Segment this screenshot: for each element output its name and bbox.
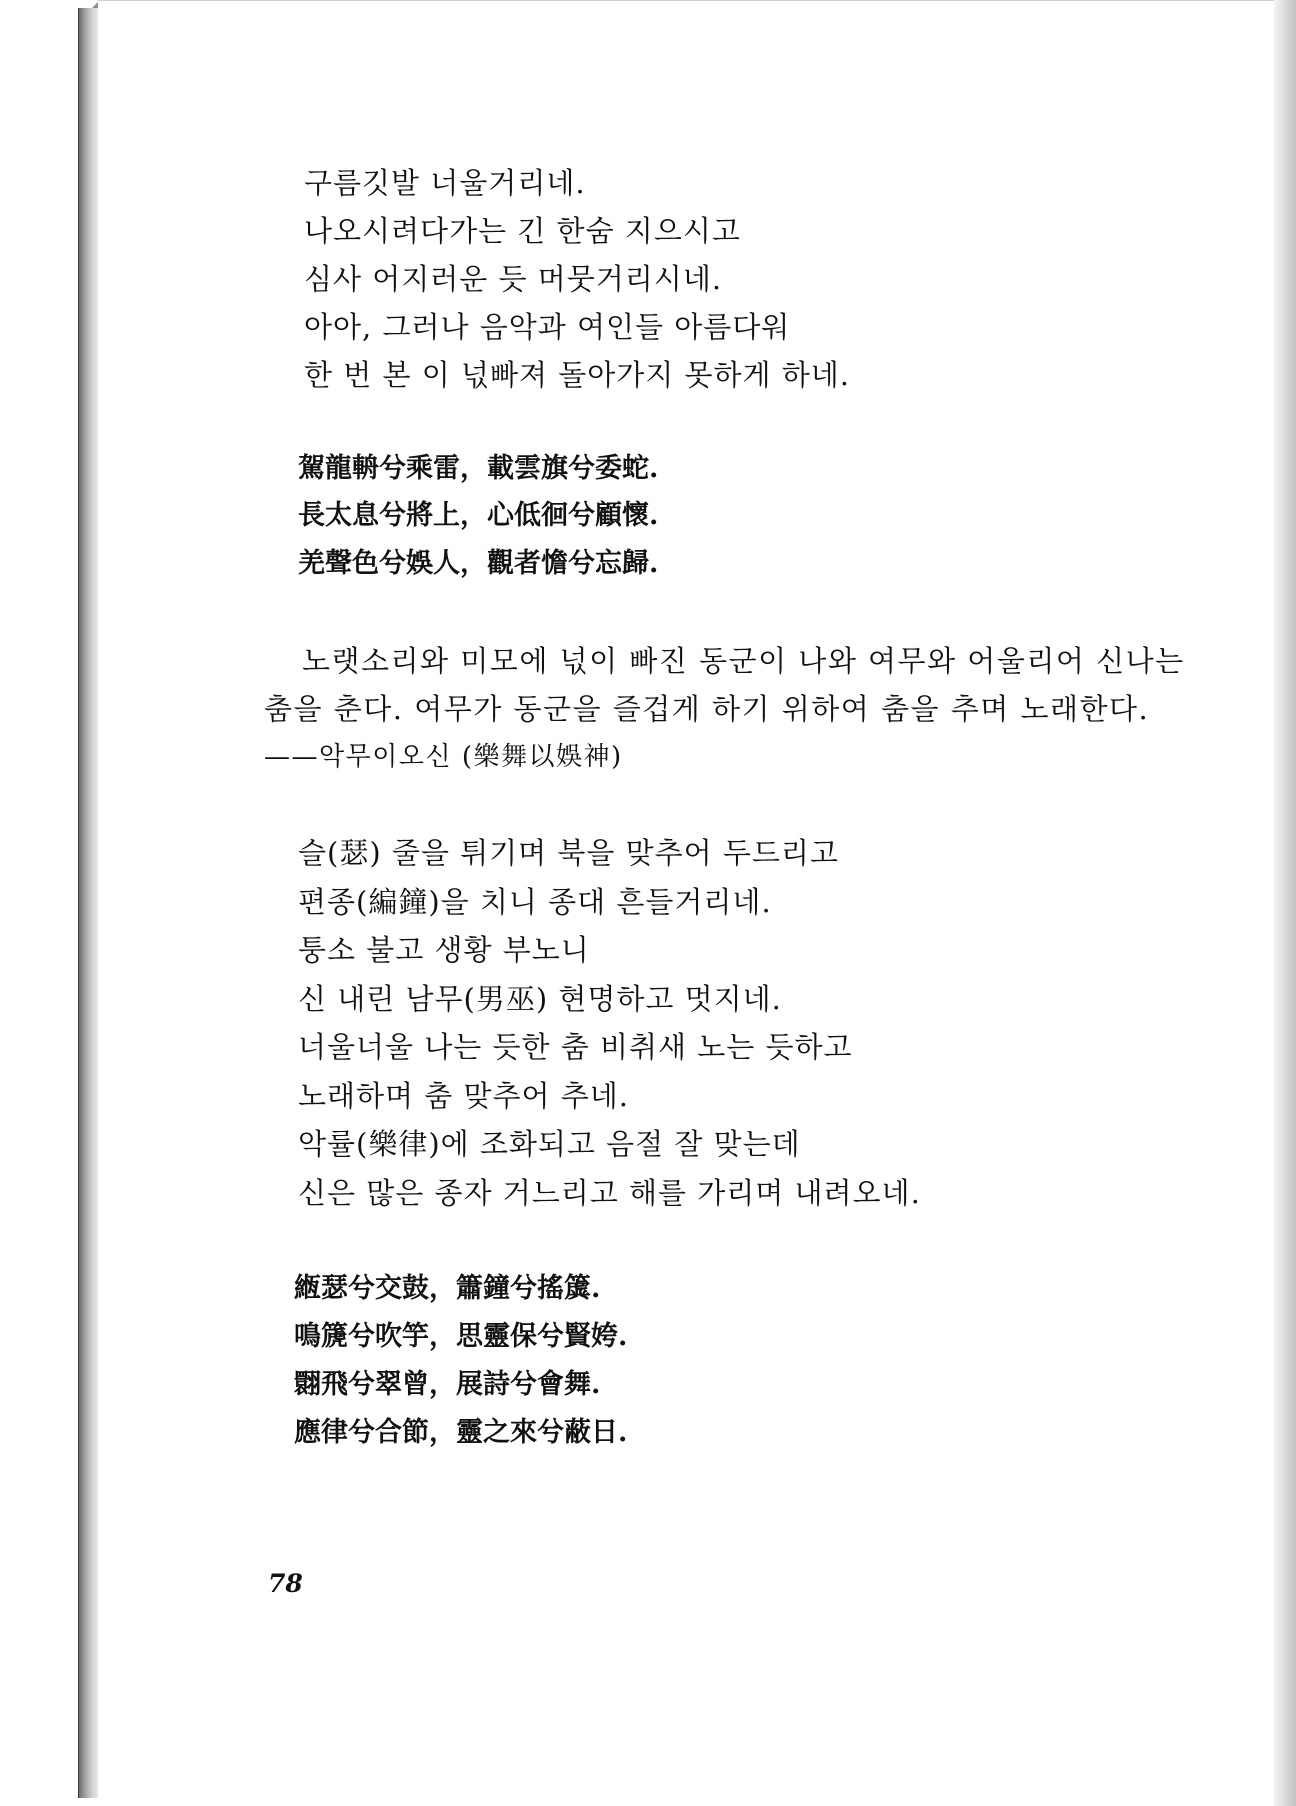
stanza1-line-2: 나오시려다가는 긴 한숨 지으시고	[304, 214, 741, 248]
classical1-line-2: 長太息兮將上，心低徊兮顧懷.	[298, 500, 659, 531]
stanza2-line-2: 편종(編鐘)을 치니 종대 흔들거리네.	[298, 885, 772, 919]
prose-line-2: 춤을 춘다. 여무가 동군을 즐겁게 하기 위하여 춤을 추며 노래한다.	[264, 692, 1150, 726]
page-number: 78	[268, 1569, 303, 1598]
book-page	[98, 0, 1274, 1806]
stanza2-line-1: 슬(瑟) 줄을 튀기며 북을 맞추어 두드리고	[298, 836, 839, 870]
stanza1-line-1: 구름깃발 너울거리네.	[304, 166, 586, 200]
stanza2-line-4: 신 내린 남무(男巫) 현명하고 멋지네.	[298, 982, 782, 1016]
classical2-line-4: 應律兮合節，靈之來兮蔽日.	[294, 1417, 628, 1448]
classical2-line-3: 翾飛兮翠曾，展詩兮會舞.	[294, 1369, 601, 1400]
stanza2-line-6: 노래하며 춤 맞추어 추네.	[298, 1079, 630, 1113]
prose-line-1: 노랫소리와 미모에 넋이 빠진 동군이 나와 여무와 어울리어 신나는	[302, 644, 1185, 678]
stanza1-line-3: 심사 어지러운 듯 머뭇거리시네.	[304, 262, 723, 296]
classical2-line-1: 緪瑟兮交鼓，簫鐘兮搖簴.	[294, 1273, 601, 1304]
page-content	[98, 1, 1274, 1806]
page-right-shadow	[1274, 0, 1296, 1806]
classical2-line-2: 鳴篪兮吹竽，思靈保兮賢姱.	[294, 1321, 628, 1352]
stanza1-line-5: 한 번 본 이 넋빠져 돌아가지 못하게 하네.	[304, 358, 850, 392]
section-heading: ——악무이오신 (樂舞以娛神)	[264, 742, 623, 772]
book-spine-edge	[78, 8, 99, 1798]
stanza2-line-3: 퉁소 불고 생황 부노니	[298, 933, 590, 967]
stanza2-line-7: 악률(樂律)에 조화되고 음절 잘 맞는데	[298, 1127, 801, 1161]
classical1-line-3: 羌聲色兮娛人，觀者憺兮忘歸.	[298, 548, 659, 579]
stanza2-line-5: 너울너울 나는 듯한 춤 비취새 노는 듯하고	[298, 1030, 853, 1064]
stanza1-line-4: 아아, 그러나 음악과 여인들 아름다워	[304, 310, 791, 344]
classical1-line-1: 駕龍輈兮乘雷，載雲旗兮委蛇.	[298, 453, 659, 484]
stanza2-line-8: 신은 많은 종자 거느리고 해를 가리며 내려오네.	[298, 1176, 921, 1210]
